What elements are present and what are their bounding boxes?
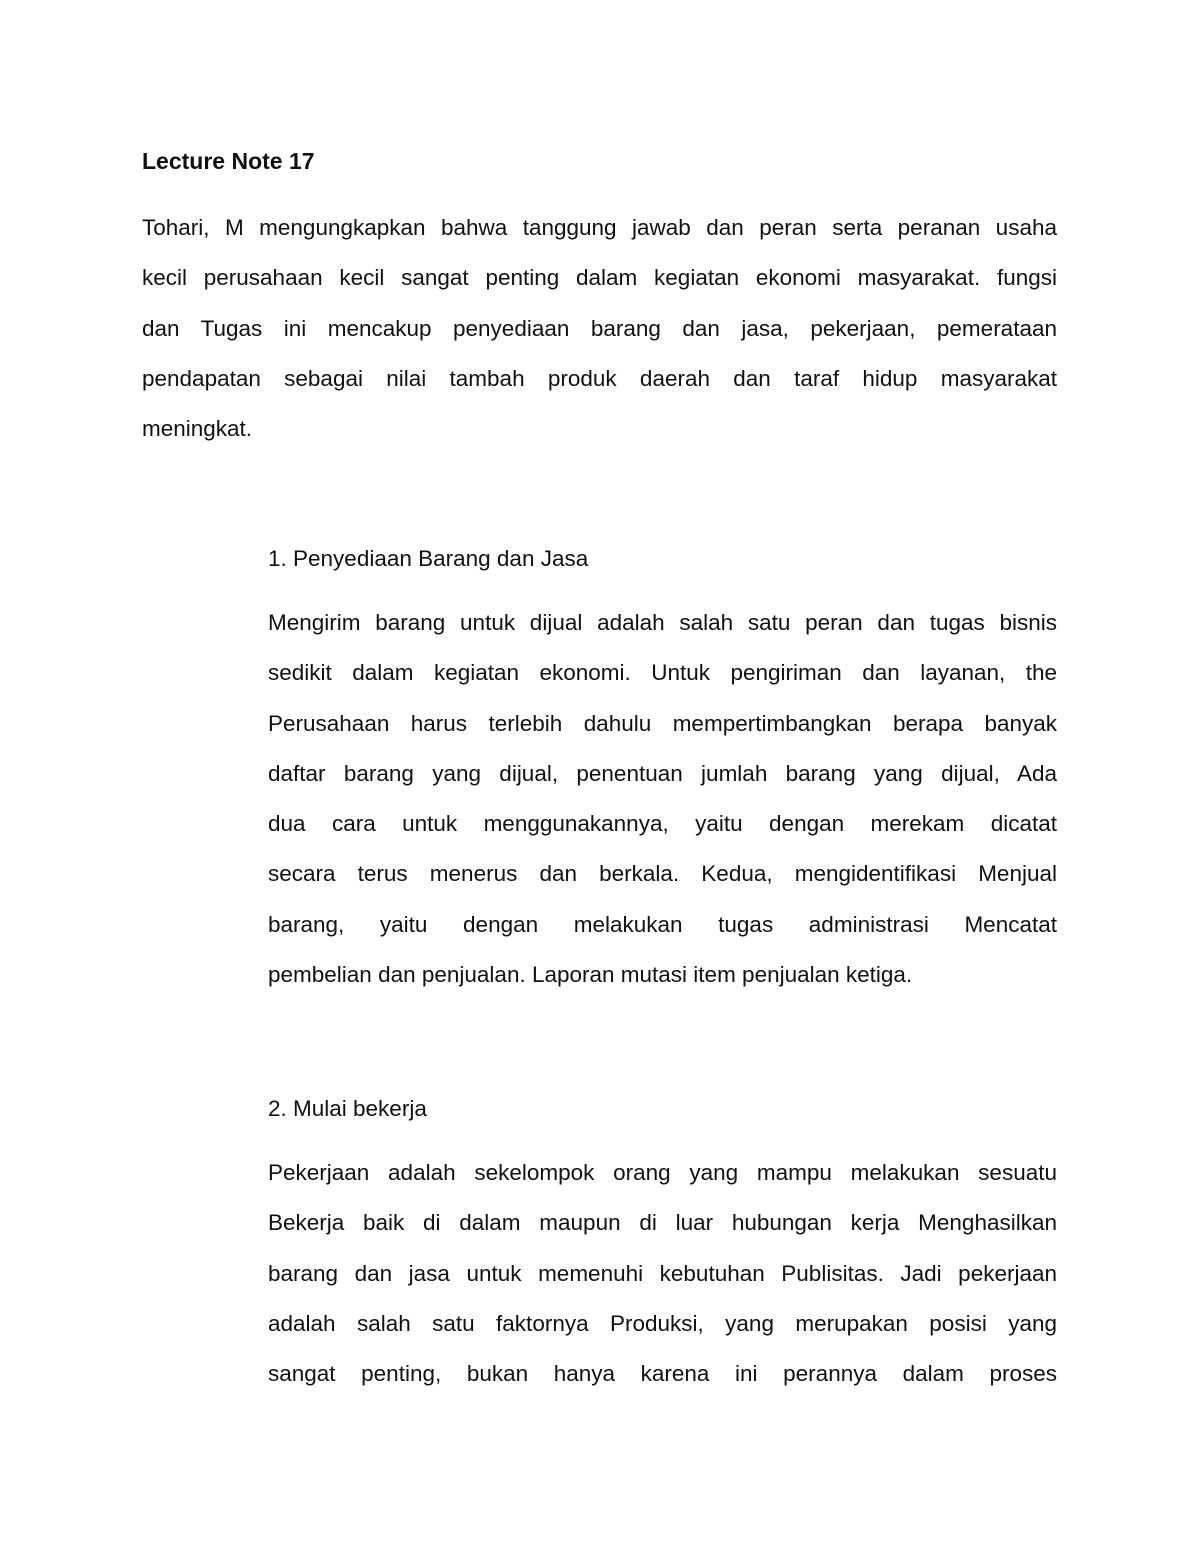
section-body-1 <box>268 598 1057 1000</box>
section-heading-1: 1. Penyediaan Barang dan Jasa <box>268 546 589 571</box>
section-heading-2: 2. Mulai bekerja <box>268 1096 427 1121</box>
section-1-line: barang, yaitu dengan melakukan tugas administrasi Mencatat <box>268 911 1057 937</box>
intro-line: meningkat. <box>142 416 253 442</box>
section-1-line: secara terus menerus dan berkala. Kedua, mengidentifikasi Menjual <box>268 861 1057 887</box>
section-1-line: dua cara untuk menggunakannya, yaitu dengan merekam dicatat <box>268 811 1057 837</box>
section-body-2 <box>268 1148 1057 1399</box>
section-1-line: Perusahaan harus terlebih dahulu mempertimbangkan berapa banyak <box>268 710 1057 736</box>
section-1-line: sedikit dalam kegiatan ekonomi. Untuk pengiriman dan layanan, the <box>268 660 1057 686</box>
section-2-line: Pekerjaan adalah sekelompok orang yang mampu melakukan sesuatu <box>268 1160 1057 1185</box>
section-2-line: barang dan jasa untuk memenuhi kebutuhan Publisitas. Jadi pekerjaan <box>268 1260 1057 1286</box>
intro-line: dan Tugas ini mencakup penyediaan barang dan jasa, pekerjaan, pemerataan <box>142 315 1057 341</box>
section-1-line: Mengirim barang untuk dijual adalah salah satu peran dan tugas bisnis <box>268 610 1057 635</box>
intro-paragraph <box>142 203 1057 454</box>
section-1-line: daftar barang yang dijual, penentuan jumlah barang yang dijual, Ada <box>268 760 1057 786</box>
intro-line: Tohari, M mengungkapkan bahwa tanggung jawab dan peran serta peranan usaha <box>142 215 1057 240</box>
intro-line: pendapatan sebagai nilai tambah produk daerah dan taraf hidup masyarakat <box>142 365 1057 391</box>
section-2-line: Bekerja baik di dalam maupun di luar hubungan kerja Menghasilkan <box>268 1210 1057 1236</box>
section-2-line: sangat penting, bukan hanya karena ini perannya dalam proses <box>268 1361 1057 1387</box>
section-2-line: adalah salah satu faktornya Produksi, yang merupakan posisi yang <box>268 1310 1057 1336</box>
intro-line: kecil perusahaan kecil sangat penting dalam kegiatan ekonomi masyarakat. fungsi <box>142 265 1057 291</box>
section-1-line: pembelian dan penjualan. Laporan mutasi item penjualan ketiga. <box>268 962 913 988</box>
page-title: Lecture Note 17 <box>142 148 315 174</box>
